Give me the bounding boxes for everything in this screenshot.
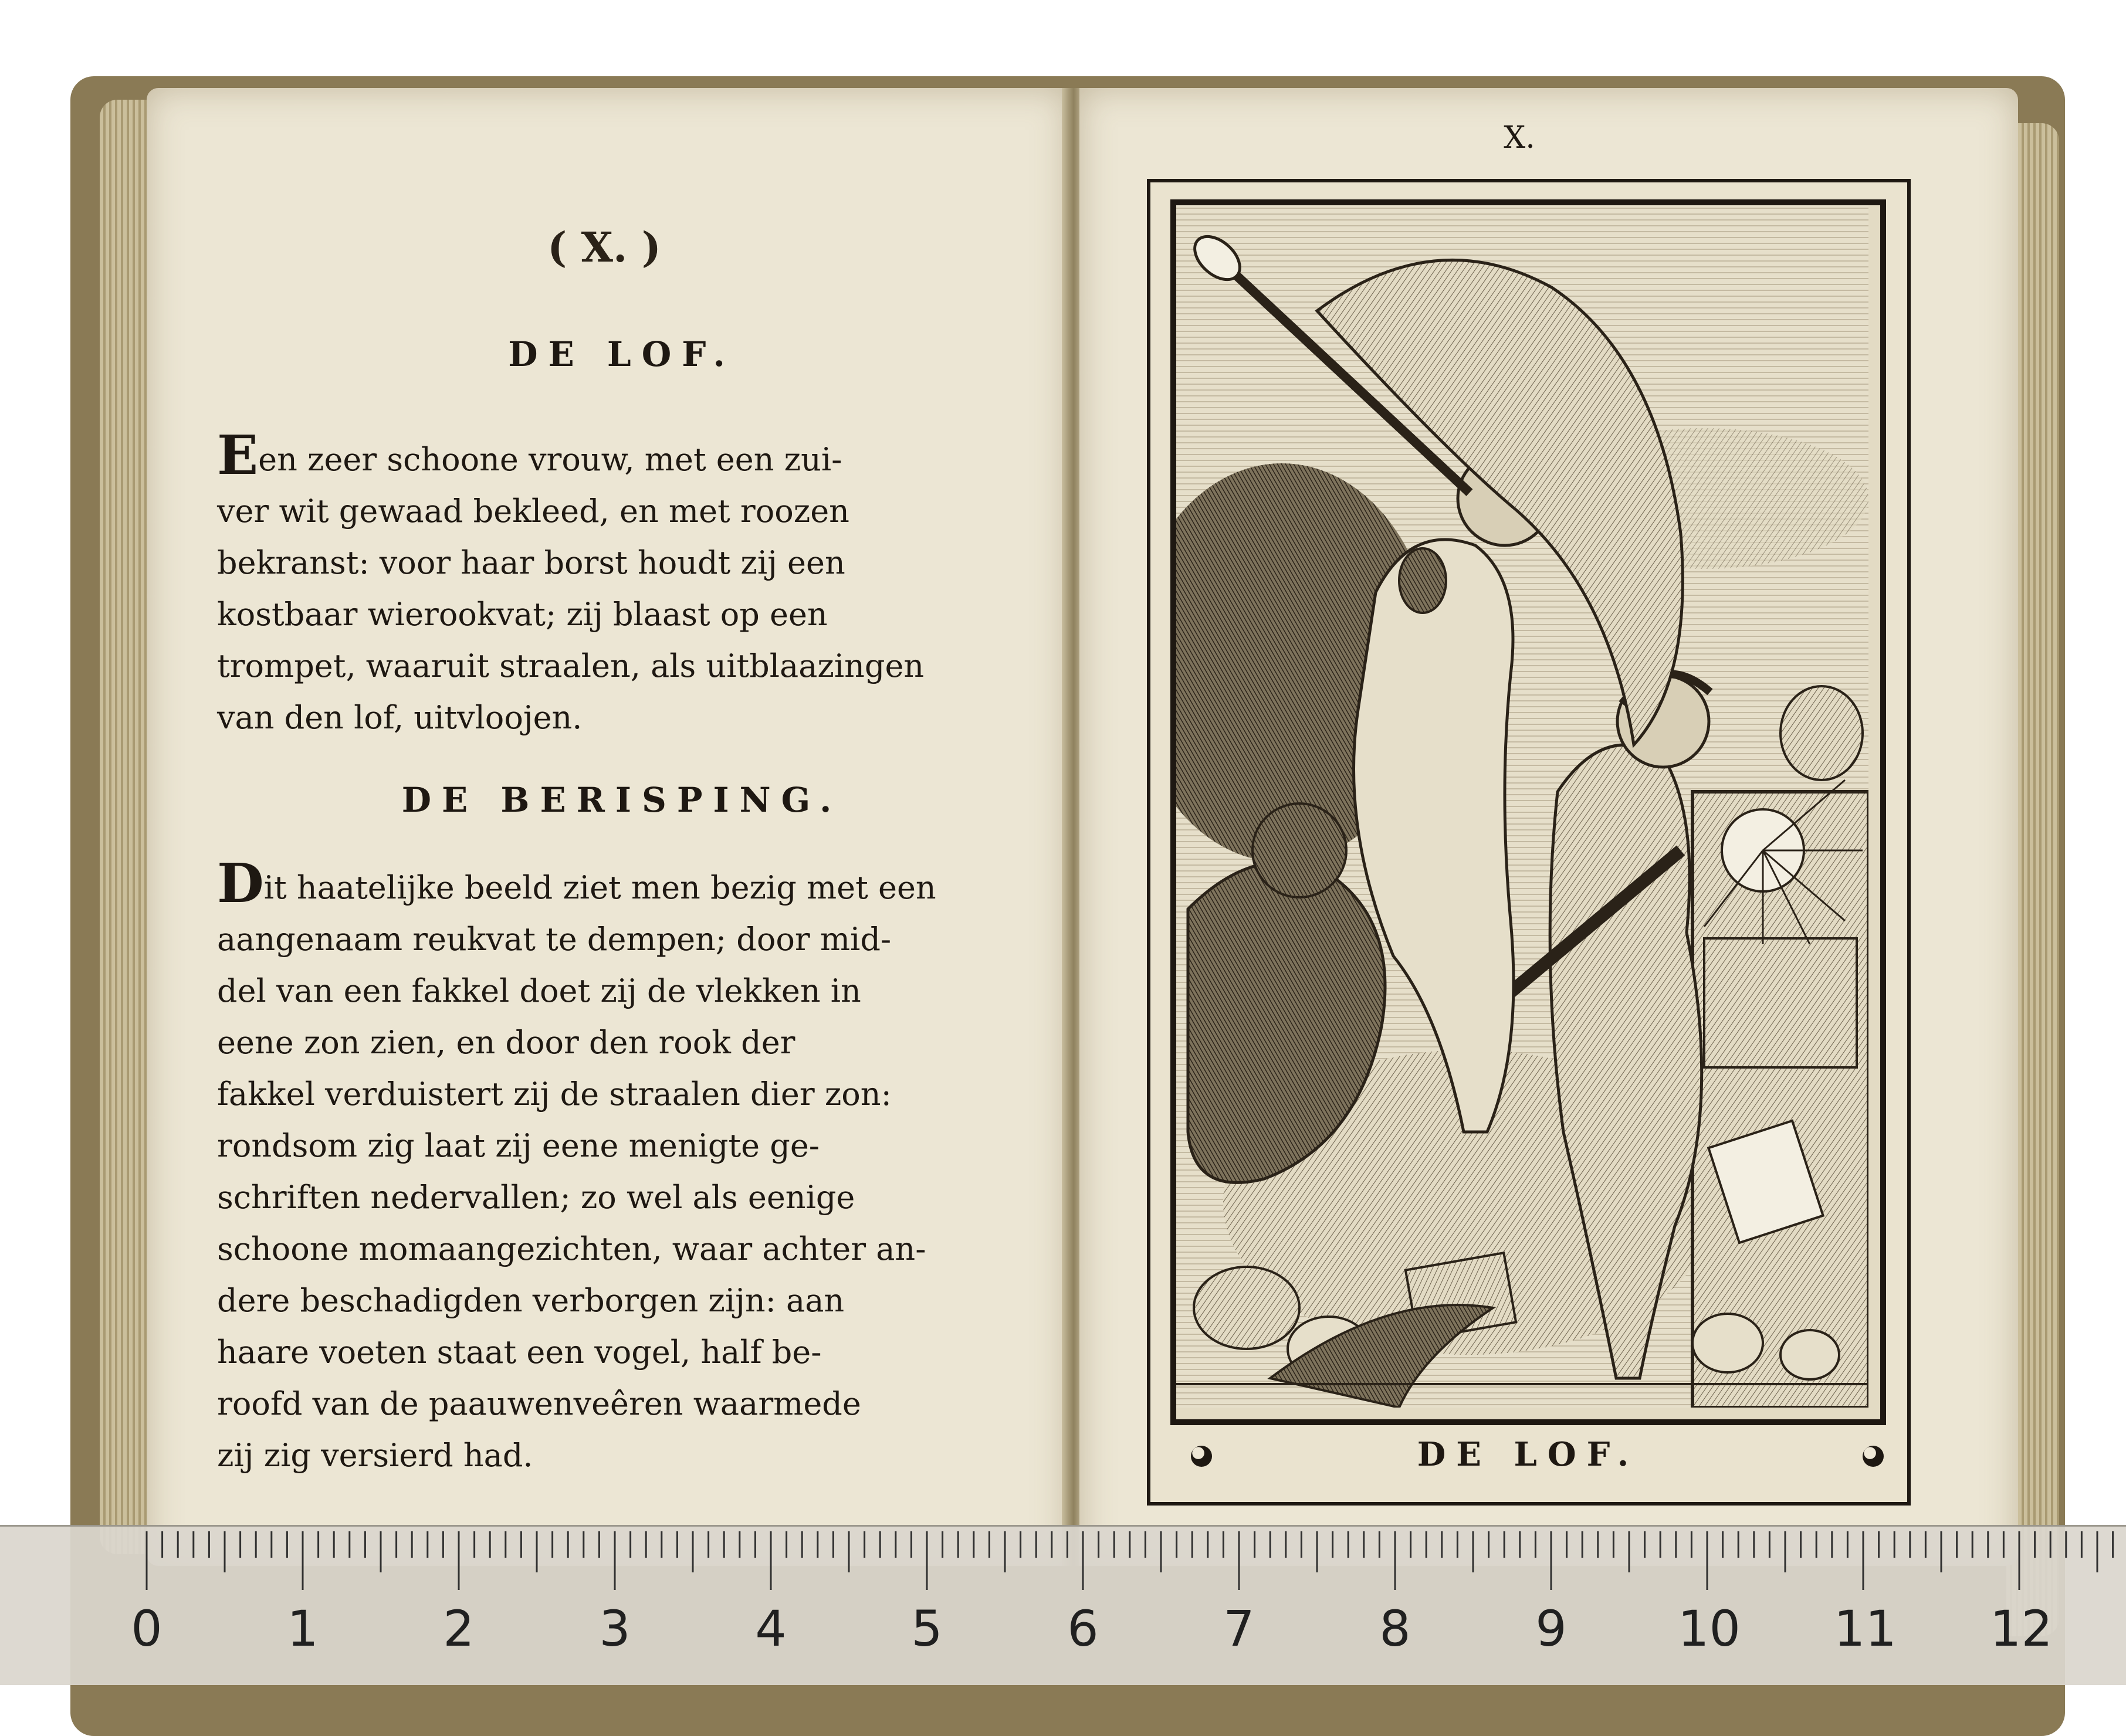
text-line: eene zon zien, en door den rook der (217, 1024, 795, 1061)
ruler-label: 8 (1379, 1600, 1411, 1657)
left-page-edges (100, 100, 153, 1554)
right-page-number: X. (1504, 120, 1535, 155)
text-line: kostbaar wierookvat; zij blaast op een (217, 596, 828, 633)
text-line: aangenaam reukvat te dempen; door mid- (217, 921, 892, 958)
ruler-label: 1 (287, 1600, 319, 1657)
left-page-number: ( X. ) (547, 223, 661, 272)
text-line: it haatelijke beeld ziet men bezig met een (263, 869, 936, 906)
text-line: bekranst: voor haar borst houdt zij een (217, 544, 845, 581)
text-line: zij zig versierd had. (217, 1437, 533, 1474)
text-line: van den lof, uitvloojen. (217, 699, 583, 736)
text-line: schriften nedervallen; zo wel als eenige (217, 1179, 855, 1216)
plate-caption: DE LOF. (1417, 1435, 1640, 1474)
text-line: roofd van de paauwenveêren waarmede (217, 1385, 861, 1422)
engraving-plate (1170, 199, 1886, 1425)
text-line: fakkel verduistert zij de straalen dier zon: (217, 1076, 892, 1113)
text-line: rondsom zig laat zij eene menigte ge- (217, 1127, 820, 1164)
ruler-label: 7 (1223, 1600, 1255, 1657)
ruler-label: 4 (755, 1600, 787, 1657)
text-line: schoone momaangezichten, waar achter an- (217, 1230, 926, 1267)
ruler-label: 11 (1834, 1600, 1897, 1657)
ruler-label: 0 (131, 1600, 163, 1657)
text-line: dere beschadigden verborgen zijn: aan (217, 1282, 845, 1319)
dropcap: D (217, 852, 264, 915)
text-line: en zeer schoone vrouw, met een zui- (258, 441, 842, 478)
ruler-label: 2 (443, 1600, 475, 1657)
ruler-label: 5 (911, 1600, 943, 1657)
ruler-label: 6 (1067, 1600, 1099, 1657)
paragraph-de-lof (217, 423, 997, 744)
measuring-ruler (0, 1525, 2126, 1685)
engraving-illustration (1176, 205, 1868, 1408)
text-line: ver wit gewaad bekleed, en met roozen (217, 493, 849, 530)
ruler-label: 10 (1678, 1600, 1741, 1657)
heading-de-berisping: DE BERISPING. (401, 780, 842, 820)
text-line: haare voeten staat een vogel, half be- (217, 1334, 822, 1371)
text-line: del van een fakkel doet zij de vlekken in (217, 972, 861, 1009)
ruler-label: 12 (1990, 1600, 2053, 1657)
paragraph-de-berisping (217, 852, 997, 1481)
dropcap: E (217, 423, 259, 487)
heading-de-lof: DE LOF. (508, 334, 736, 374)
ruler-label: 3 (599, 1600, 631, 1657)
ruler-label: 9 (1535, 1600, 1567, 1657)
text-line: trompet, waaruit straalen, als uitblaazingen (217, 647, 925, 684)
